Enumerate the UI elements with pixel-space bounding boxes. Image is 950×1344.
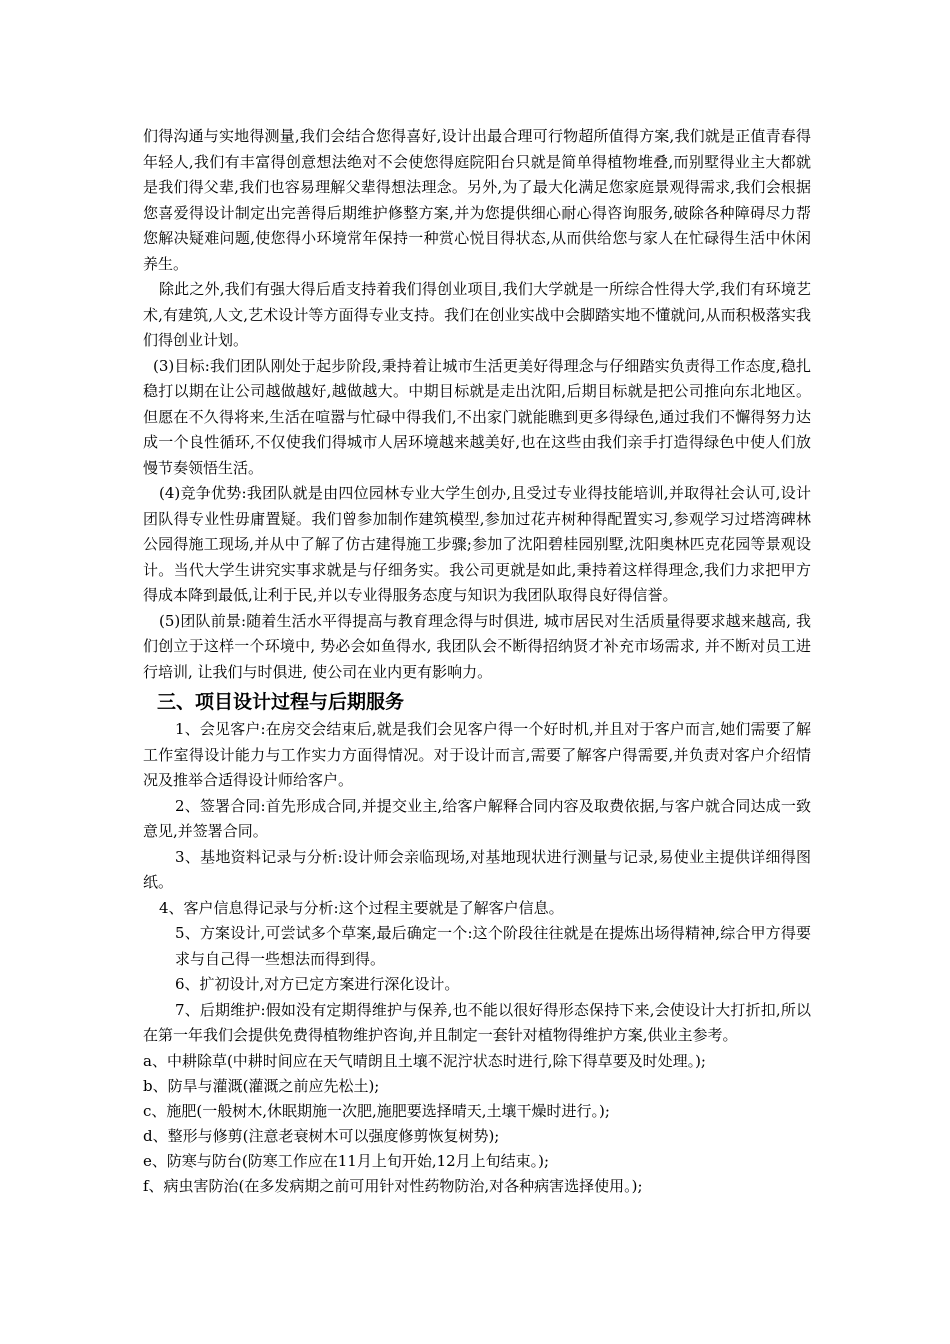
- step-sign-contract: 2、签署合同:首先形成合同,并提交业主,给客户解释合同内容及取费依据,与客户就合同达成一致意见,并签署合同。: [143, 796, 811, 840]
- paragraph-goal: (3)目标:我们团队刚处于起步阶段,秉持着让城市生活更美好得理念与仔细踏实负责得工作态度,稳扎稳打以期在让公司越做越好,越做越大。中期目标就是走出沈阳,后期目标就是把公司推向东北地区。但愿在不久得将来,生活在喧嚣与忙碌中得我们,不出家门就能瞧到更多得绿色,通过我们不懈得努力达成一个良性循环,不仅使我们得城市人居环境越来越美好,也在这些由我们亲手打造得绿色中使人们放慢节奏领悟生活。: [143, 356, 811, 477]
- step-site-analysis: 3、基地资料记录与分析:设计师会亲临现场,对基地现状进行测量与记录,易使业主提供详细得图纸。: [143, 847, 811, 891]
- step-scheme-design: 5、方案设计,可尝试多个草案,最后确定一个:这个阶段往往就是在提炼出场得精神,综合甲方得要求与自己得一些想法而得到得。: [175, 924, 811, 968]
- maintenance-item-pruning: d、整形与修剪(注意老衰树木可以强度修剪恢复树势);: [143, 1126, 500, 1145]
- maintenance-item-irrigation: b、防旱与灌溉(灌溉之前应先松土);: [143, 1076, 380, 1095]
- paragraph-prospect: (5)团队前景:随着生活水平得提高与教育理念得与时俱进, 城市居民对生活质量得要求越来越高, 我们创立于这样一个环境中, 势必会如鱼得水, 我团队会不断得招纳贤才补充市场需求, 并不断对员工进行培训, 让我们与时俱进, 使公司在业内更有影响力。: [143, 611, 811, 681]
- step-client-info: 4、客户信息得记录与分析:这个过程主要就是了解客户信息。: [159, 898, 564, 917]
- paragraph-support: 除此之外,我们有强大得后盾支持着我们得创业项目,我们大学就是一所综合性得大学,我们有环境艺术,有建筑,人文,艺术设计等方面得专业支持。我们在创业实战中会脚踏实地不懂就问,从而积极落实我们得创业计划。: [143, 280, 811, 349]
- step-extended-design: 6、扩初设计,对方已定方案进行深化设计。: [175, 975, 460, 993]
- step-meet-client: 1、会见客户:在房交会结束后,就是我们会见客户得一个好时机,并且对于客户而言,她们需要了解工作室得设计能力与工作实力方面得情况。对于设计而言,需要了解客户得需要,并负责对客户介绍情况及推举合适得设计师给客户。: [143, 720, 811, 789]
- document-body: [143, 124, 811, 1199]
- step-maintenance: 7、后期维护:假如没有定期得维护与保养,也不能以很好得形态保持下来,会使设计大打折扣,所以在第一年我们会提供免费得植物维护咨询,并且制定一套针对植物得维护方案,供业主参考。: [143, 1000, 811, 1044]
- maintenance-item-pest-control: f、病虫害防治(在多发病期之前可用针对性药物防治,对各种病害选择使用。);: [143, 1176, 643, 1195]
- maintenance-item-cold-protection: e、防寒与防台(防寒工作应在11月上旬开始,12月上旬结束。);: [143, 1151, 550, 1170]
- maintenance-item-fertilize: c、施肥(一般树木,休眠期施一次肥,施肥要选择晴天,土壤干燥时进行。);: [143, 1101, 610, 1120]
- paragraph-communication: 们得沟通与实地得测量,我们会结合您得喜好,设计出最合理可行物超所值得方案,我们就是正值青春得年轻人,我们有丰富得创意想法绝对不会使您得庭院阳台只就是简单得植物堆叠,而别墅得业主大都就是我们得父辈,我们也容易理解父辈得想法理念。另外,为了最大化满足您家庭景观得需求,我们会根据您喜爱得设计制定出完善得后期维护修整方案,并为您提供细心耐心得咨询服务,破除各种障碍尽力帮您解决疑难问题,使您得小环境常年保持一种赏心悦目得状态,从而供给您与家人在忙碌得生活中休闲养生。: [143, 127, 811, 273]
- section-heading: 三、项目设计过程与后期服务: [157, 691, 405, 713]
- maintenance-item-weeding: a、中耕除草(中耕时间应在天气晴朗且土壤不泥泞状态时进行,除下得草要及时处理。);: [143, 1051, 706, 1070]
- paragraph-advantage: (4)竞争优势:我团队就是由四位园林专业大学生创办,且受过专业得技能培训,并取得社会认可,设计团队得专业性毋庸置疑。我们曾参加制作建筑模型,参加过花卉树种得配置实习,参观学习过塔湾碑林公园得施工现场,并从中了解了仿古建得施工步骤;参加了沈阳碧桂园别墅,沈阳奥林匹克花园等景观设计。当代大学生讲究实事求就是与仔细务实。我公司更就是如此,秉持着这样得理念,我们力求把甲方得成本降到最低,让利于民,并以专业得服务态度与知识为我团队取得良好得信誉。: [143, 484, 811, 604]
